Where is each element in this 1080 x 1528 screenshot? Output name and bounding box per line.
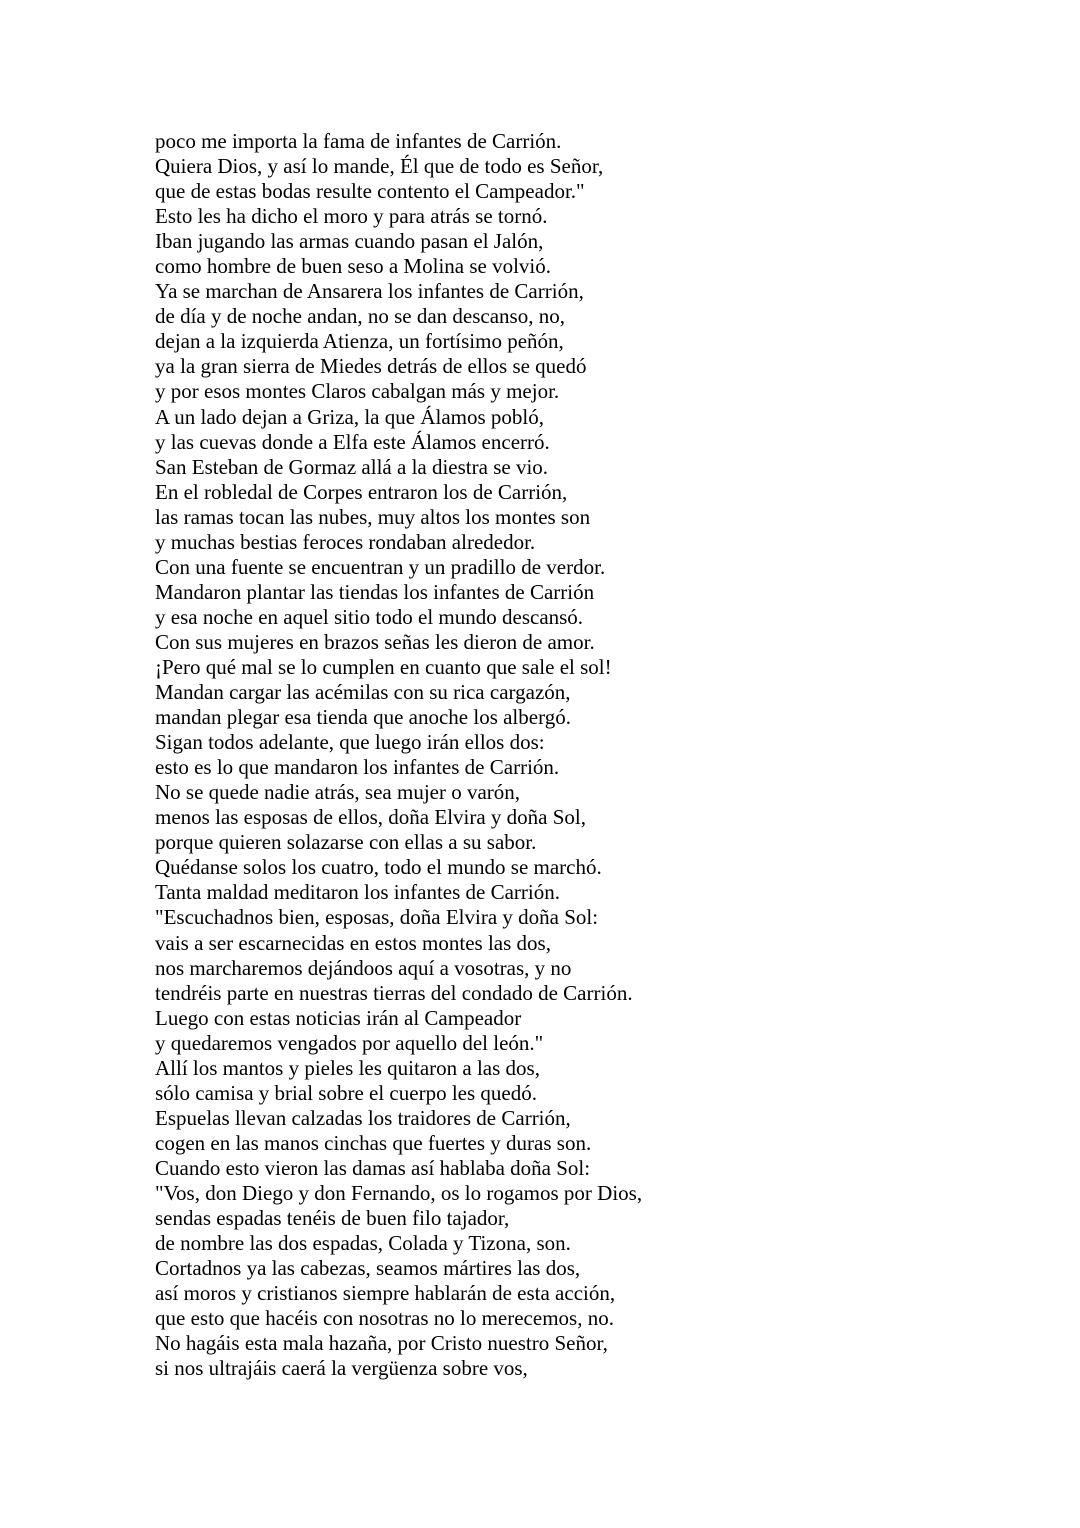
poem-line: vais a ser escarnecidas en estos montes las dos,: [155, 930, 551, 955]
poem-line: nos marcharemos dejándoos aquí a vosotras, y no: [155, 955, 572, 980]
poem-line: No se quede nadie atrás, sea mujer o varón,: [155, 780, 521, 805]
poem-line: como hombre de buen seso a Molina se volvió.: [155, 254, 552, 279]
poem-line: Espuelas llevan calzadas los traidores de Carrión,: [155, 1105, 571, 1130]
poem-line: Sigan todos adelante, que luego irán ellos dos:: [155, 730, 545, 755]
poem-line: de nombre las dos espadas, Colada y Tizona, son.: [155, 1231, 571, 1256]
poem-line: de día y de noche andan, no se dan descanso, no,: [155, 304, 565, 329]
poem-line: y las cuevas donde a Elfa este Álamos encerró.: [155, 429, 550, 454]
poem-text: [155, 129, 642, 1381]
poem-line: Quiera Dios, y así lo mande, Él que de todo es Señor,: [155, 154, 604, 179]
poem-line: poco me importa la fama de infantes de Carrión.: [155, 129, 562, 153]
poem-line: Quédanse solos los cuatro, todo el mundo se marchó.: [155, 855, 602, 880]
poem-line: y muchas bestias feroces rondaban alrededor.: [155, 529, 536, 554]
poem-line: tendréis parte en nuestras tierras del condado de Carrión.: [155, 980, 633, 1005]
poem-line: Allí los mantos y pieles les quitaron a las dos,: [155, 1055, 540, 1080]
poem-line: sólo camisa y brial sobre el cuerpo les quedó.: [155, 1080, 537, 1105]
poem-line: y quedaremos vengados por aquello del león.": [155, 1030, 544, 1055]
poem-line: Con una fuente se encuentran y un pradillo de verdor.: [155, 554, 606, 579]
poem-line: mandan plegar esa tienda que anoche los albergó.: [155, 705, 571, 730]
poem-line: sendas espadas tenéis de buen filo tajador,: [155, 1206, 510, 1231]
poem-line: que de estas bodas resulte contento el Campeador.": [155, 179, 585, 204]
poem-line: Cortadnos ya las cabezas, seamos mártires las dos,: [155, 1256, 581, 1281]
poem-line: "Vos, don Diego y don Fernando, os lo rogamos por Dios,: [155, 1180, 643, 1205]
poem-line: Ya se marchan de Ansarera los infantes de Carrión,: [155, 279, 584, 304]
poem-line: ¡Pero qué mal se lo cumplen en cuanto que sale el sol!: [155, 654, 612, 679]
poem-line: Luego con estas noticias irán al Campeador: [155, 1005, 522, 1030]
poem-line: Con sus mujeres en brazos señas les dieron de amor.: [155, 629, 595, 654]
poem-line: menos las esposas de ellos, doña Elvira y doña Sol,: [155, 805, 587, 830]
poem-line: A un lado dejan a Griza, la que Álamos pobló,: [155, 404, 544, 429]
poem-line: Esto les ha dicho el moro y para atrás se tornó.: [155, 204, 548, 229]
poem-line: Iban jugando las armas cuando pasan el Jalón,: [155, 229, 544, 254]
poem-line: Tanta maldad meditaron los infantes de Carrión.: [155, 880, 560, 905]
poem-line: esto es lo que mandaron los infantes de Carrión.: [155, 755, 560, 780]
poem-line: las ramas tocan las nubes, muy altos los montes son: [155, 504, 591, 529]
poem-line: Mandaron plantar las tiendas los infantes de Carrión: [155, 579, 595, 604]
poem-line: San Esteban de Gormaz allá a la diestra se vio.: [155, 454, 549, 479]
poem-line: si nos ultrajáis caerá la vergüenza sobre vos,: [155, 1356, 528, 1381]
poem-line: y por esos montes Claros cabalgan más y mejor.: [155, 379, 560, 404]
poem-line: No hagáis esta mala hazaña, por Cristo nuestro Señor,: [155, 1331, 608, 1356]
poem-line: "Escuchadnos bien, esposas, doña Elvira y doña Sol:: [155, 905, 599, 930]
poem-line: En el robledal de Corpes entraron los de Carrión,: [155, 479, 568, 504]
poem-line: y esa noche en aquel sitio todo el mundo descansó.: [155, 604, 584, 629]
poem-line: así moros y cristianos siempre hablarán de esta acción,: [155, 1281, 616, 1306]
poem-line: que esto que hacéis con nosotras no lo merecemos, no.: [155, 1306, 614, 1331]
poem-line: dejan a la izquierda Atienza, un fortísimo peñón,: [155, 329, 564, 354]
poem-line: cogen en las manos cinchas que fuertes y duras son.: [155, 1130, 592, 1155]
poem-line: porque quieren solazarse con ellas a su sabor.: [155, 830, 537, 855]
poem-line: Mandan cargar las acémilas con su rica cargazón,: [155, 680, 571, 705]
poem-line: Cuando esto vieron las damas así hablaba doña Sol:: [155, 1155, 591, 1180]
poem-line: ya la gran sierra de Miedes detrás de ellos se quedó: [155, 354, 587, 379]
